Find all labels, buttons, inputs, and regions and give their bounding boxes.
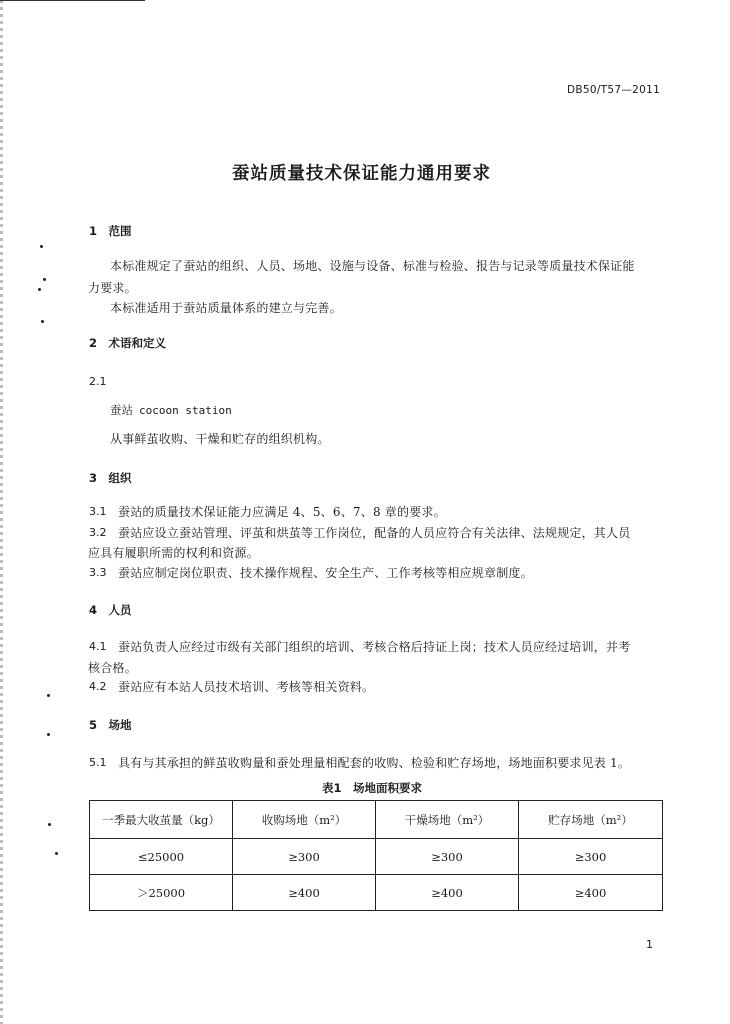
term-english: cocoon station xyxy=(139,404,232,417)
table-1-caption: 表1 场地面积要求 xyxy=(322,781,423,795)
clause-3-1-text: 蚕站的质量技术保证能力应满足 4、5、6、7、8 章的要求。 xyxy=(118,505,446,519)
table-row xyxy=(90,875,663,911)
scan-top-line xyxy=(0,0,145,1)
section-5-heading: 5 场地 xyxy=(89,718,132,732)
header-max-cocoon-quantity: 一季最大收茧量（kg） xyxy=(90,801,233,839)
scan-speck xyxy=(43,278,46,281)
scan-speck xyxy=(40,245,43,248)
section-4-heading: 4 人员 xyxy=(89,603,132,617)
clause-3-2-line-1: 蚕站应设立蚕站管理、评茧和烘茧等工作岗位，配备的人员应符合有关法律、法规规定，其人员 xyxy=(118,526,631,540)
table-cell: ≤25000 xyxy=(90,839,233,875)
section-1-paragraph-1-line-1: 本标准规定了蚕站的组织、人员、场地、设施与设备、标准与检验、报告与记录等质量技术保证能 xyxy=(110,259,635,273)
table-cell: ≥400 xyxy=(519,875,663,911)
scan-speck xyxy=(47,694,50,697)
clause-4-1-number: 4.1 xyxy=(89,640,107,653)
clause-3-3-text: 蚕站应制定岗位职责、技术操作规程、安全生产、工作考核等相应规章制度。 xyxy=(118,566,533,580)
scan-speck xyxy=(38,288,41,291)
clause-4-2-number: 4.2 xyxy=(89,680,107,693)
term-definition: 从事鲜茧收购、干燥和贮存的组织机构。 xyxy=(110,432,330,446)
clause-2-1-number: 2.1 xyxy=(89,375,107,388)
header-storage-area: 贮存场地（m²） xyxy=(519,801,663,839)
table-cell: ＞25000 xyxy=(90,875,233,911)
section-1-paragraph-2: 本标准适用于蚕站质量体系的建立与完善。 xyxy=(110,301,342,315)
table-cell: ≥400 xyxy=(233,875,376,911)
clause-5-1-text: 具有与其承担的鲜茧收购量和蚕处理量相配套的收购、检验和贮存场地，场地面积要求见表 1。 xyxy=(118,756,631,770)
site-area-table xyxy=(89,800,663,911)
clause-3-2-line-2: 应具有履职所需的权利和资源。 xyxy=(88,546,259,560)
table-cell: ≥300 xyxy=(233,839,376,875)
term-chinese: 蚕站 xyxy=(110,403,133,417)
clause-3-1-number: 3.1 xyxy=(89,505,107,518)
scan-speck xyxy=(55,852,58,855)
clause-5-1-number: 5.1 xyxy=(89,756,107,769)
standard-code: DB50/T57—2011 xyxy=(567,84,661,96)
table-header-row xyxy=(90,801,663,839)
clause-4-1-line-1: 蚕站负责人应经过市级有关部门组织的培训、考核合格后持证上岗；技术人员应经过培训，并考 xyxy=(118,640,631,654)
scan-speck xyxy=(48,823,51,826)
header-purchase-area: 收购场地（m²） xyxy=(233,801,376,839)
document-title: 蚕站质量技术保证能力通用要求 xyxy=(232,164,491,184)
clause-3-3-number: 3.3 xyxy=(89,566,107,579)
table-cell: ≥400 xyxy=(376,875,519,911)
scan-edge-artifact xyxy=(0,0,3,1024)
table-cell: ≥300 xyxy=(519,839,663,875)
table-row xyxy=(90,839,663,875)
page-number: 1 xyxy=(646,938,653,951)
section-1-heading: 1 范围 xyxy=(89,224,132,238)
term-entry xyxy=(110,402,232,418)
scan-speck xyxy=(41,320,44,323)
section-3-heading: 3 组织 xyxy=(89,471,132,485)
section-2-heading: 2 术语和定义 xyxy=(89,336,167,350)
header-drying-area: 干燥场地（m²） xyxy=(376,801,519,839)
table-cell: ≥300 xyxy=(376,839,519,875)
scan-speck xyxy=(47,733,50,736)
clause-4-2-text: 蚕站应有本站人员技术培训、考核等相关资料。 xyxy=(118,680,375,694)
section-1-paragraph-1-line-2: 力要求。 xyxy=(88,281,137,295)
clause-3-2-number: 3.2 xyxy=(89,526,107,539)
clause-4-1-line-2: 核合格。 xyxy=(88,661,137,675)
